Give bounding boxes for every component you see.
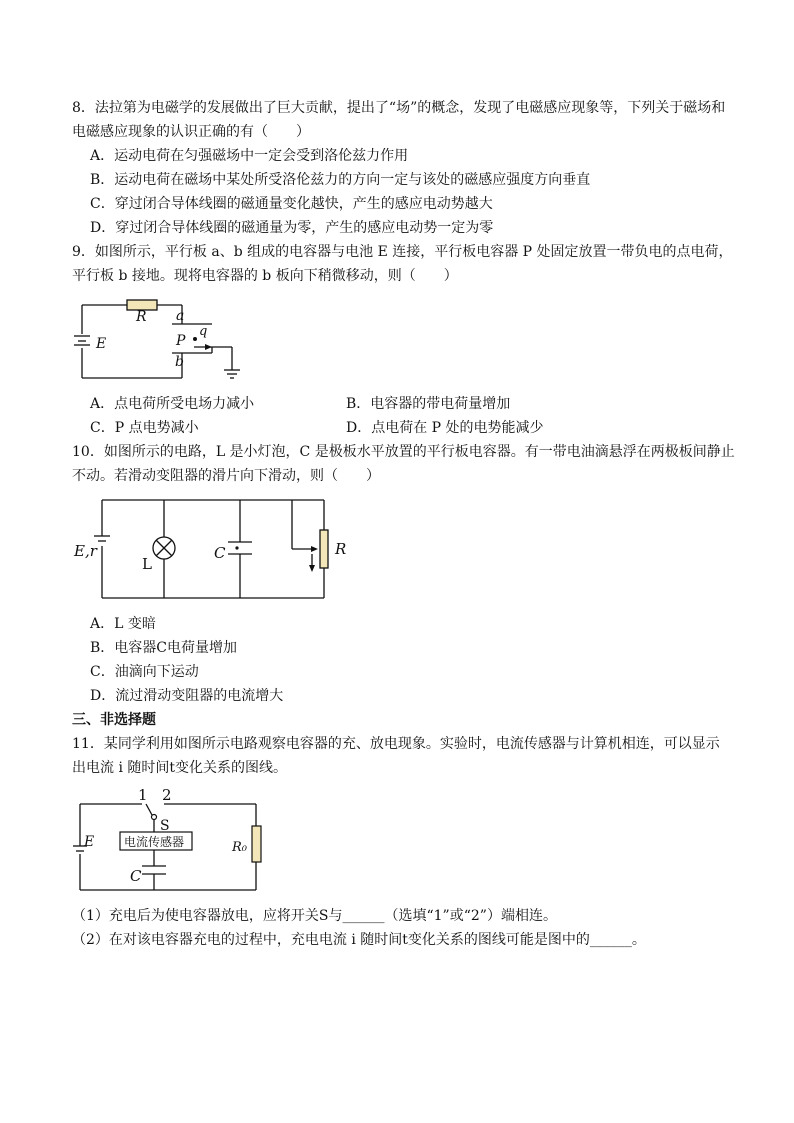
- q9-point-charge: [193, 337, 197, 341]
- q11-label-e: E: [84, 834, 95, 850]
- q10-label-er: E,r: [74, 542, 97, 560]
- q10-stem-line2: 不动。若滑动变阻器的滑片向下滑动，则（ ）: [72, 468, 380, 484]
- q9-label-r: R: [136, 309, 147, 325]
- q10-rheostat: [320, 530, 328, 568]
- q10-label-c: C: [214, 544, 226, 562]
- q11-circuit-figure: [72, 784, 272, 896]
- q11-sensor-label: 电流传感器: [124, 835, 185, 849]
- q9-label-e: E: [96, 336, 107, 352]
- q10-option-b: B．电容器C电荷量增加: [90, 640, 237, 656]
- q9-option-c: C．P 点电势减小: [90, 420, 199, 436]
- q10-option-d: D．流过滑动变阻器的电流增大: [90, 688, 284, 704]
- q8-stem-line2: 电磁感应现象的认识正确的有（ ）: [72, 124, 310, 140]
- q9-option-b: B．电容器的带电荷量增加: [346, 396, 511, 412]
- q11-switch-pivot[interactable]: [152, 815, 157, 820]
- q10-oil-drop: [235, 546, 238, 549]
- q9-label-q: q: [199, 324, 208, 339]
- q9-stem-line2: 平行板 b 接地。现将电容器的 b 板向下稍微移动，则（ ）: [72, 268, 458, 284]
- q10-stem-line1: 10．如图所示的电路，L 是小灯泡，C 是极板水平放置的平行板电容器。有一带电油滴悬浮在两极板间静止: [72, 444, 735, 460]
- q11-sub2: （2）在对该电容器充电的过程中，充电电流 i 随时间t变化关系的图线可能是图中的______。: [72, 932, 646, 948]
- q9-option-d: D．点电荷在 P 处的电势能减少: [346, 420, 544, 436]
- q8-stem-line1: 8．法拉第为电磁学的发展做出了巨大贡献，提出了“场”的概念，发现了电磁感应现象等，下列关于磁场和: [72, 100, 726, 116]
- q11-label-s: S: [160, 818, 170, 834]
- q11-label-c: C: [130, 867, 142, 885]
- q10-circuit-figure: [72, 492, 362, 604]
- q10-slider-arrow: [311, 546, 318, 552]
- q9-label-p: P: [176, 333, 186, 349]
- q8-option-b: B．运动电荷在磁场中某处所受洛伦兹力的方向一定与该处的磁感应强度方向垂直: [90, 172, 591, 188]
- q10-label-l: L: [142, 555, 152, 573]
- q11-stem-line1: 11．某同学利用如图所示电路观察电容器的充、放电现象。实验时，电流传感器与计算机相连，可以显示: [72, 736, 720, 752]
- q8-option-a: A．运动电荷在匀强磁场中一定会受到洛伦兹力作用: [90, 148, 409, 164]
- q10-option-a: A．L 变暗: [90, 616, 156, 632]
- q11-label-r0: R₀: [232, 840, 247, 855]
- q10-slider-down-arrow: [309, 565, 315, 572]
- q8-option-d: D．穿过闭合导体线圈的磁通量为零，产生的感应电动势一定为零: [90, 220, 494, 236]
- q11-sub1: （1）充电后为使电容器放电，应将开关S与______（选填“1”或“2”）端相连。: [72, 908, 557, 924]
- q10-option-c: C．油滴向下运动: [90, 664, 199, 680]
- q8-option-c: C．穿过闭合导体线圈的磁通量变化越快，产生的感应电动势越大: [90, 196, 493, 212]
- q11-stem-line2: 出电流 i 随时间t变化关系的图线。: [72, 760, 288, 776]
- q9-option-a: A．点电荷所受电场力减小: [90, 396, 255, 412]
- q9-label-b: b: [175, 354, 184, 370]
- q11-label-1: 1: [138, 786, 148, 804]
- q11-label-2: 2: [162, 786, 172, 804]
- q9-stem-line1: 9．如图所示，平行板 a、b 组成的电容器与电池 E 连接，平行板电容器 P 处固定放置一带负电的点电荷，: [72, 244, 733, 260]
- q9-label-a: a: [176, 308, 185, 324]
- q10-label-r: R: [335, 540, 347, 558]
- q9-circuit-figure: [72, 290, 252, 385]
- section-title: 三、非选择题: [72, 712, 156, 728]
- q11-resistor-r0: [252, 826, 261, 862]
